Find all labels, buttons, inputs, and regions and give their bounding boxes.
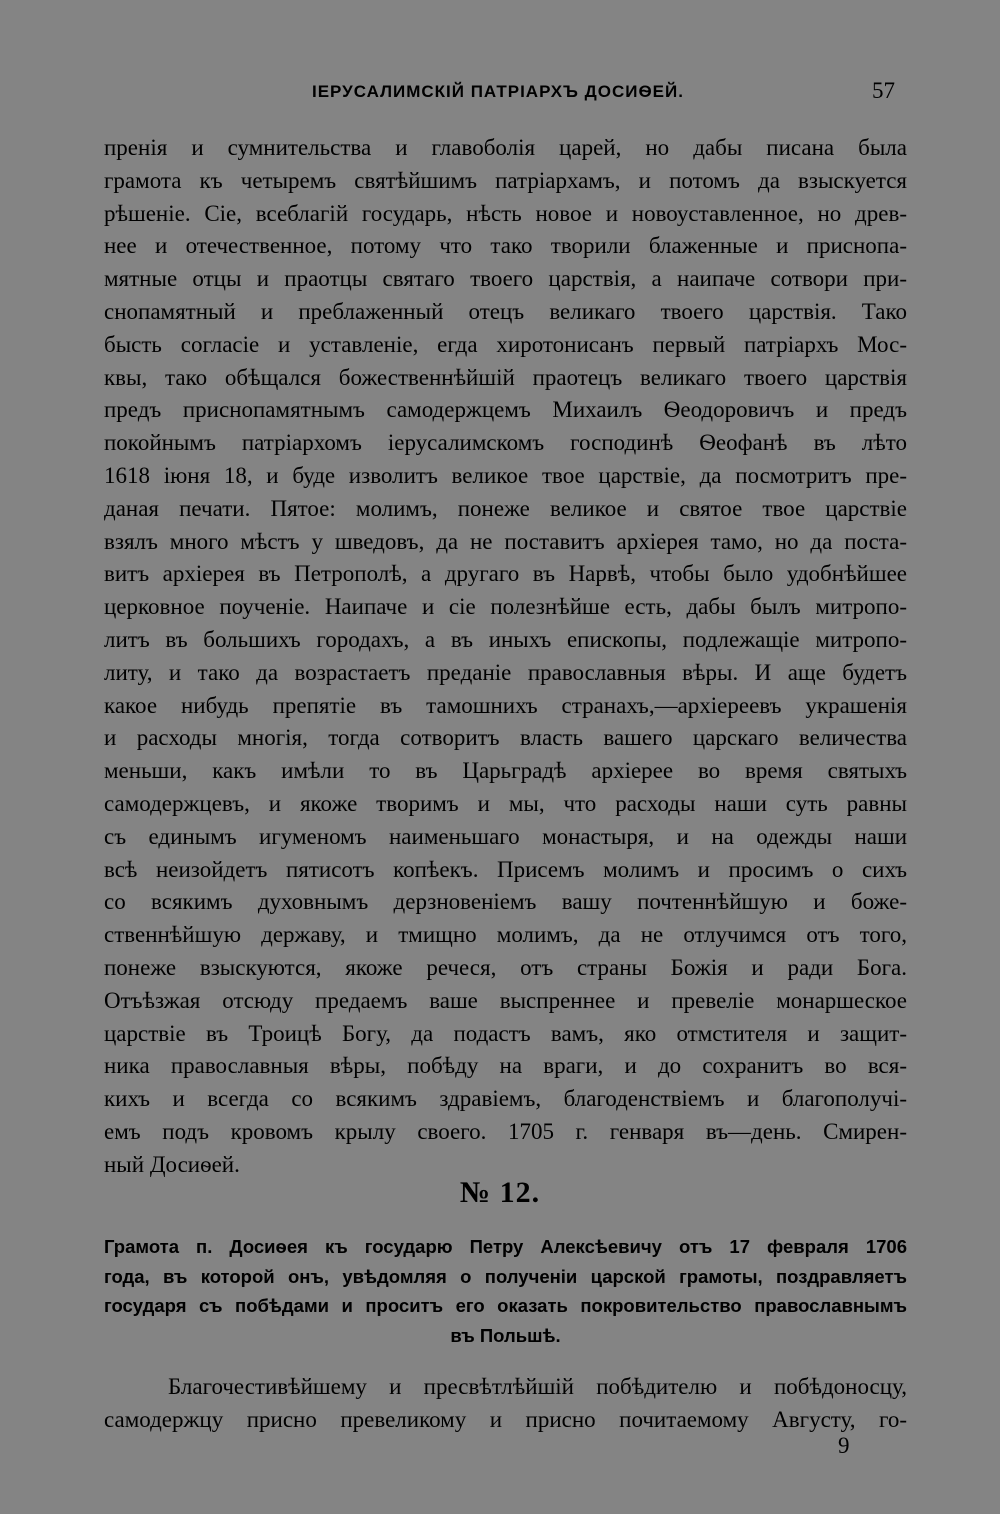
text-line: со всякимъ духовнымъ дерзновеніемъ вашу почтеннѣйшую и боже-: [104, 889, 907, 915]
heading-line: года, въ которой онъ, увѣдомляя о полученіи царской грамоты, поздравляетъ: [104, 1265, 907, 1287]
signature-mark: 9: [838, 1433, 850, 1458]
text-line: ный Досиѳей.: [104, 1151, 240, 1177]
document-number: № 12.: [459, 1176, 541, 1209]
text-line: литу, и тако да возрастаетъ преданіе православныя вѣры. И аще будетъ: [104, 659, 907, 685]
page-number: 57: [872, 78, 895, 103]
text-line: меньши, какъ имѣли то въ Царьградѣ архіерее во время святыхъ: [104, 758, 907, 784]
text-line: ника православныя вѣры, побѣду на враги, и до сохранитъ во вся-: [104, 1053, 907, 1079]
text-line: витъ архіерея въ Петрополѣ, а другаго въ Нарвѣ, чтобы было удобнѣйшее: [104, 561, 907, 587]
text-line: царствіе въ Троицѣ Богу, да подастъ вамъ, яко отмстителя и защит-: [104, 1020, 907, 1046]
text-line: предъ приснопамятнымъ самодержцемъ Михаилъ Ѳеодоровичъ и предъ: [104, 397, 907, 423]
text-line: понеже взыскуются, якоже речеся, отъ страны Божія и ради Бога.: [104, 954, 907, 980]
document-heading: [104, 1232, 907, 1350]
letter-text: [104, 1370, 907, 1436]
text-line: мятные отцы и праотцы святаго твоего царствія, а наипаче сотвори при-: [104, 266, 907, 292]
text-line: ственнѣйшую державу, и тмищно молимъ, да не отлучимся отъ того,: [104, 922, 907, 948]
text-line: емъ подъ кровомъ крылу своего. 1705 г. генваря въ—день. Смирен-: [104, 1118, 907, 1144]
text-line: всѣ неизойдетъ пятисотъ копѣекъ. Присемъ молимъ и просимъ о сихъ: [104, 856, 907, 882]
text-line: пренія и сумнительства и главоболія царей, но дабы писана была: [104, 135, 907, 160]
text-line: покойнымъ патріархомъ іерусалимскомъ господинѣ Ѳеофанѣ въ лѣто: [104, 430, 907, 456]
text-line: самодержцевъ, и якоже творимъ и мы, что расходы наши суть равны: [104, 790, 907, 816]
text-line: квы, тако обѣщался божественнѣйшій праотецъ великаго твоего царствія: [104, 364, 907, 390]
body-text: [104, 132, 907, 1182]
running-header: ІЕРУСАЛИМСКІЙ ПАТРІАРХЪ ДОСИѲЕЙ.: [312, 82, 684, 101]
text-line: даная печати. Пятое: молимъ, понеже великое и святое твое царствіе: [104, 495, 907, 521]
text-line: церковное поученіе. Наипаче и сіе полезнѣйше есть, дабы былъ митропо-: [104, 594, 907, 620]
text-line: бысть согласіе и уставленіе, егда хиротонисанъ первый патріархъ Мос-: [104, 331, 907, 357]
text-line: нее и отечественное, потому что тако творили блаженные и приснопа-: [104, 233, 907, 259]
text-line: какое нибудь препятіе въ тамошнихъ странахъ,—архіереевъ украшенія: [104, 692, 907, 718]
text-line: взялъ много мѣстъ у шведовъ, да не поставитъ архіерея тамо, но да поста-: [104, 528, 907, 554]
text-line: грамота къ четыремъ святѣйшимъ патріархамъ, и потомъ да взыскуется: [104, 167, 907, 193]
text-line: самодержцу присно превеликому и присно почитаемому Августу, го-: [104, 1407, 907, 1432]
text-line: снопамятный и преблаженный отецъ великаго твоего царствія. Тако: [104, 298, 907, 324]
text-line: рѣшеніе. Сіе, всеблагій государь, нѣсть новое и новоуставленное, но древ-: [104, 200, 907, 226]
heading-line: Грамота п. Досиѳея къ государю Петру Алексѣевичу отъ 17 февраля 1706: [104, 1236, 907, 1257]
text-line: и расходы многія, тогда сотворитъ власть вашего царскаго величества: [104, 725, 907, 751]
heading-line: государя съ побѣдами и проситъ его оказать покровительство православнымъ: [104, 1295, 907, 1316]
heading-line: въ Польшѣ.: [450, 1324, 561, 1346]
text-line: 1618 іюня 18, и буде изволитъ великое твое царствіе, да посмотритъ пре-: [104, 462, 907, 488]
text-line: Отъѣзжая отсюду предаемъ ваше выспреннее и превеліе монаршеское: [104, 987, 907, 1013]
text-line: литъ въ большихъ городахъ, а въ иныхъ епископы, подлежащіе митропо-: [104, 626, 907, 652]
text-line: кихъ и всегда со всякимъ здравіемъ, благоденствіемъ и благополучі-: [104, 1086, 907, 1112]
text-line: Благочестивѣйшему и пресвѣтлѣйшій побѣдителю и побѣдоносцу,: [168, 1374, 907, 1399]
text-line: съ единымъ игуменомъ наименьшаго монастыря, и на одежды наши: [104, 823, 907, 849]
